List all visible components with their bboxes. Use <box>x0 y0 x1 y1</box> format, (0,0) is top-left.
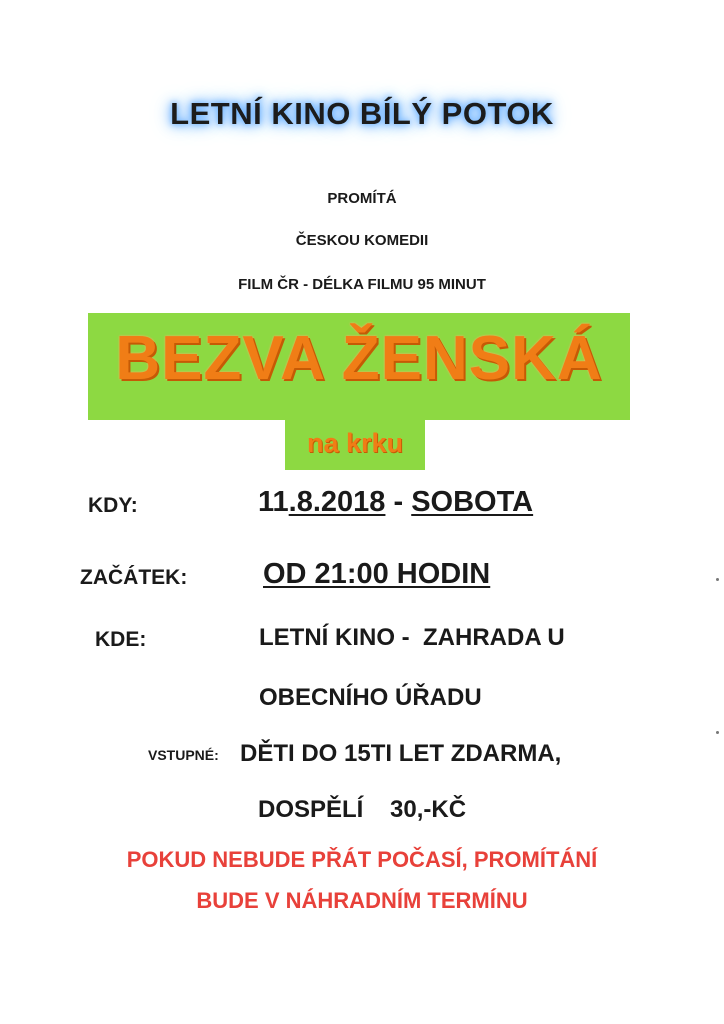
scan-speck <box>716 578 719 581</box>
when-label: KDY: <box>88 494 138 517</box>
venue-line-2: OBECNÍHO ÚŘADU <box>259 684 482 711</box>
where-label: KDE: <box>95 628 147 651</box>
entry-fee-adults: DOSPĚLÍ 30,-KČ <box>258 796 467 823</box>
weather-notice-line-2: BUDE V NÁHRADNÍM TERMÍNU <box>196 888 528 913</box>
weather-notice-line-1: POKUD NEBUDE PŘÁT POČASÍ, PROMÍTÁNÍ <box>126 847 598 872</box>
start-time: OD 21:00 HODIN <box>263 558 491 590</box>
date-day-number: 11 <box>258 486 289 518</box>
date-weekday: SOBOTA <box>411 486 534 518</box>
event-date <box>258 486 533 519</box>
entry-fee-label: VSTUPNÉ: <box>148 747 219 763</box>
poster-title: LETNÍ KINO BÍLÝ POTOK <box>170 96 554 131</box>
venue-line-1: LETNÍ KINO - ZAHRADA U <box>259 624 565 651</box>
date-month-year: .8.2018 <box>288 486 386 518</box>
entry-fee-children: DĚTI DO 15TI LET ZDARMA, <box>240 740 562 767</box>
date-separator: - <box>385 486 412 518</box>
intro-line-genre: ČESKOU KOMEDII <box>295 232 429 249</box>
film-subtitle: na krku <box>306 428 404 458</box>
scan-speck <box>716 731 719 734</box>
intro-line-projects: PROMÍTÁ <box>327 190 397 207</box>
start-label: ZAČÁTEK: <box>80 566 188 589</box>
film-title: BEZVA ŽENSKÁ <box>115 324 603 393</box>
intro-line-film-length: FILM ČR - DÉLKA FILMU 95 MINUT <box>238 276 486 293</box>
